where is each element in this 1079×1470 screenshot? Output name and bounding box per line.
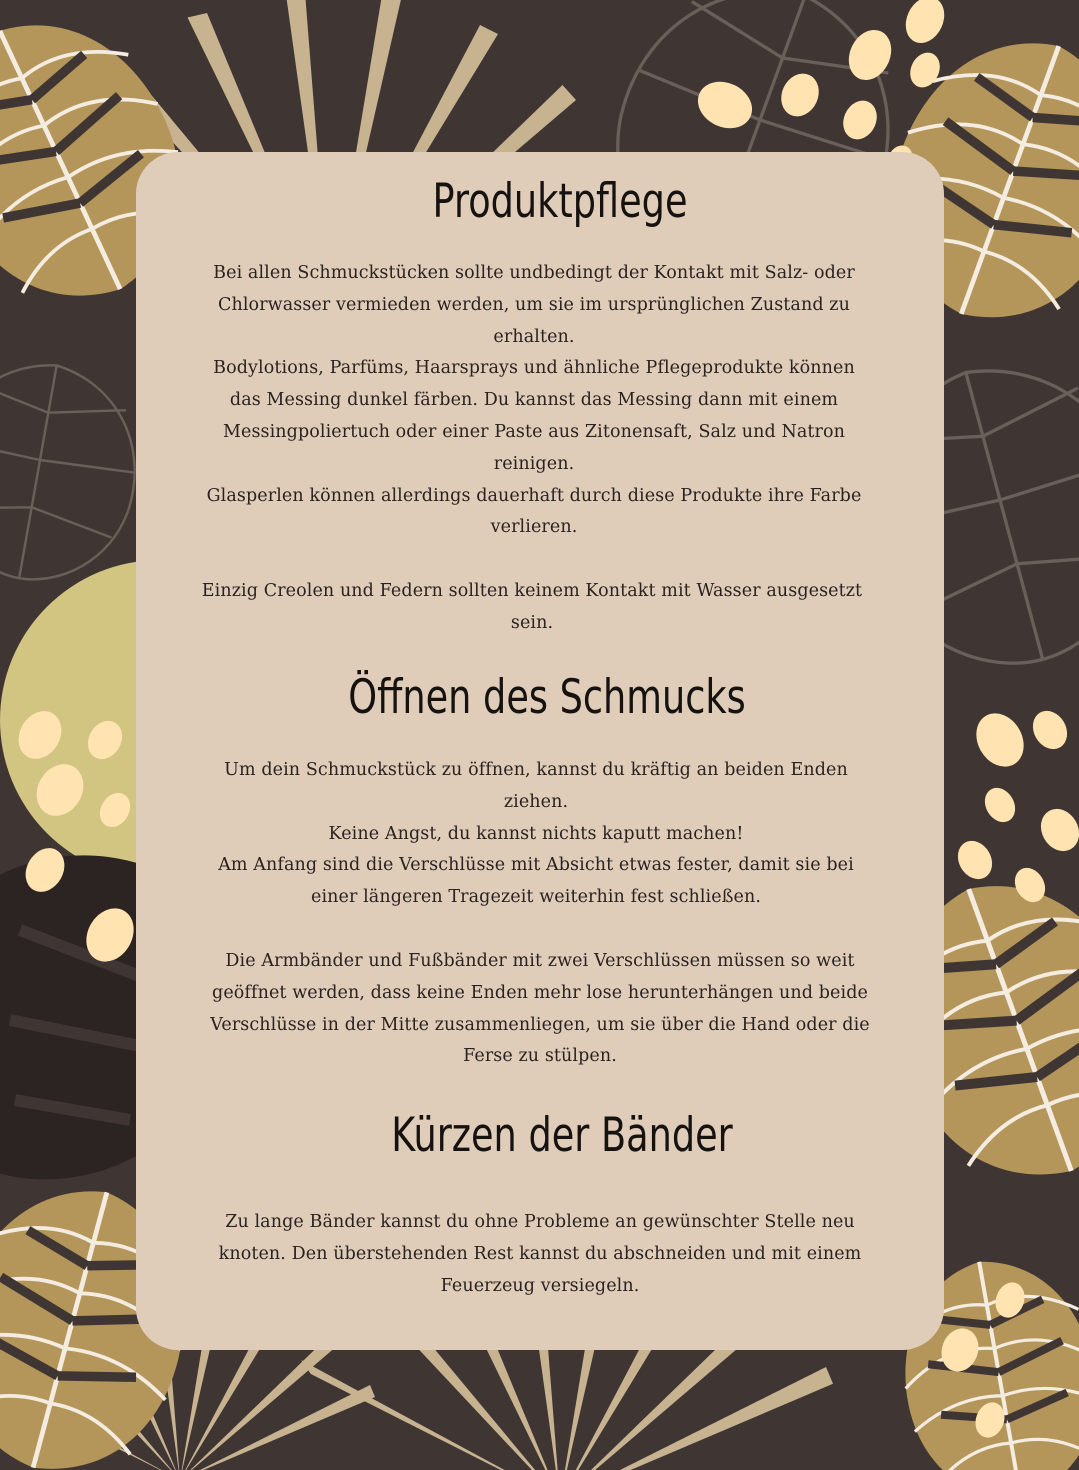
text-line: erhalten. (493, 326, 575, 347)
paragraph-produktpflege-1 (136, 258, 932, 544)
text-line: Bodylotions, Parfüms, Haarsprays und ähnliche Pflegeprodukte können (213, 358, 855, 379)
text-line: knoten. Den überstehenden Rest kannst du abschneiden und mit einem (218, 1243, 862, 1264)
section-heading-produktpflege: Produktpflege (432, 174, 688, 229)
text-line: Zu lange Bänder kannst du ohne Probleme an gewünschter Stelle neu (225, 1212, 855, 1232)
text-line: Feuerzeug versiegeln. (440, 1275, 640, 1296)
text-line: Die Armbänder und Fußbänder mit zwei Verschlüssen müssen so weit (225, 951, 855, 971)
text-line: geöffnet werden, dass keine Enden mehr lose herunterhängen und beide (212, 982, 868, 1003)
paragraph-oeffnen-1 (136, 755, 936, 914)
text-line: verlieren. (490, 517, 578, 538)
text-line: einer längeren Tragezeit weiterhin fest schließen. (310, 887, 761, 908)
text-line: Ferse zu stülpen. (463, 1046, 617, 1067)
text-line: Messingpoliertuch oder einer Paste aus Zitonensaft, Salz und Natron (222, 421, 846, 442)
text-line: Verschlüsse in der Mitte zusammenliegen, um sie über die Hand oder die (210, 1014, 870, 1035)
text-line: Bei allen Schmuckstücken sollte undbedingt der Kontakt mit Salz- oder (213, 263, 855, 283)
text-line: ziehen. (503, 791, 569, 812)
text-line: Einzig Creolen und Federn sollten keinem Kontakt mit Wasser ausgesetzt (201, 581, 863, 601)
content-card (136, 152, 944, 1350)
text-line: Um dein Schmuckstück zu öffnen, kannst du kräftig an beiden Enden (224, 760, 848, 780)
paragraph-produktpflege-2 (136, 576, 928, 640)
text-line: Glasperlen können allerdings dauerhaft durch diese Produkte ihre Farbe (206, 485, 862, 506)
text-line: sein. (510, 612, 554, 633)
paragraph-kuerzen-1 (136, 1207, 944, 1302)
text-line: Chlorwasser vermieden werden, um sie im ursprünglichen Zustand zu (218, 294, 850, 315)
text-line: das Messing dunkel färben. Du kannst das Messing dann mit einem (229, 390, 839, 411)
text-line: reinigen. (493, 453, 575, 474)
paragraph-oeffnen-2 (136, 946, 944, 1073)
section-heading-kuerzen: Kürzen der Bänder (391, 1108, 733, 1163)
section-heading-oeffnen: Öffnen des Schmucks (348, 670, 746, 725)
text-line: Am Anfang sind die Verschlüsse mit Absicht etwas fester, damit sie bei (218, 855, 854, 876)
text-line: Keine Angst, du kannst nichts kaputt machen! (328, 823, 744, 844)
